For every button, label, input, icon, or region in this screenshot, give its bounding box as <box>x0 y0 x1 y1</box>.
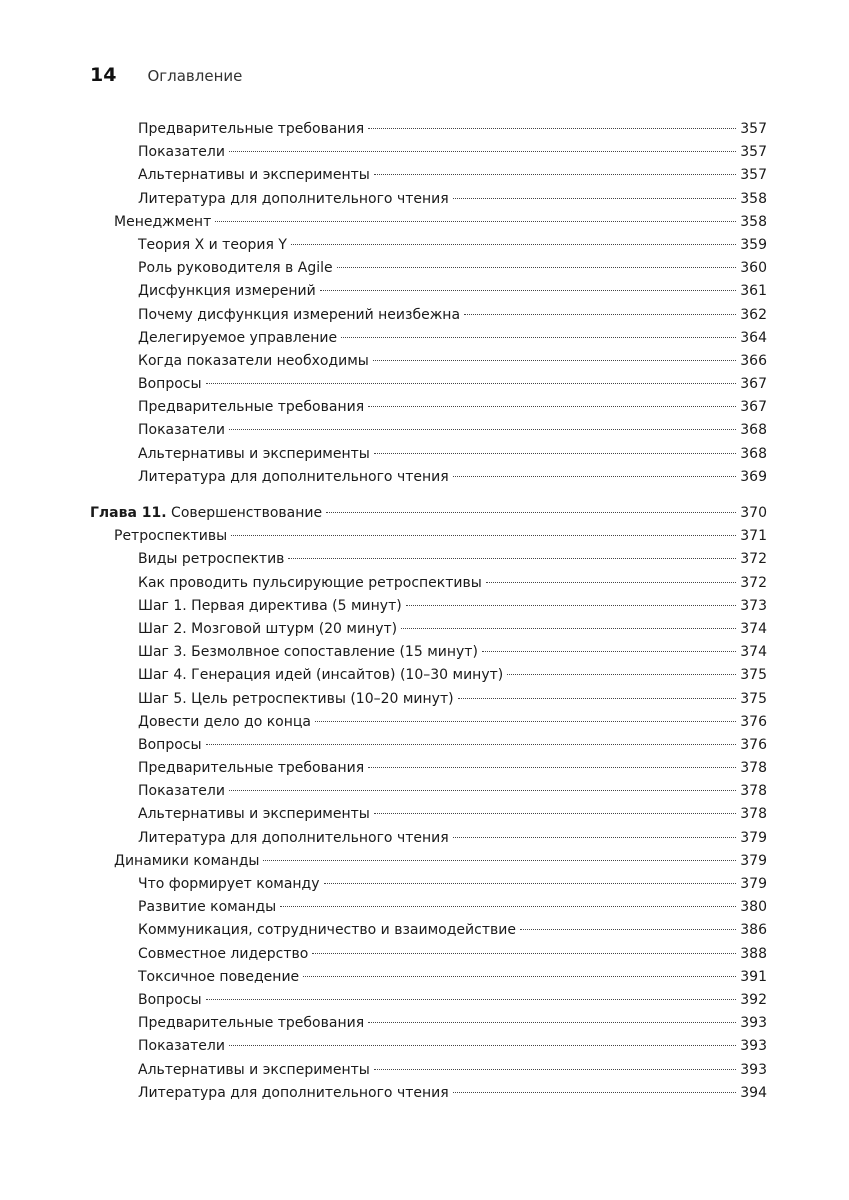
toc-subsection-entry[interactable] <box>90 943 767 966</box>
toc-entry-title: Вопросы <box>138 736 202 753</box>
toc-entry-page: 379 <box>740 829 767 846</box>
toc-section <box>90 525 767 1105</box>
toc-entry-title: Шаг 1. Первая директива (5 минут) <box>138 597 402 614</box>
dot-leader <box>320 290 737 291</box>
toc-entry-page: 370 <box>740 505 767 521</box>
toc-entry-page: 379 <box>740 876 767 892</box>
toc-entry-page: 393 <box>740 1061 767 1078</box>
toc-subsection-entry[interactable] <box>90 688 767 711</box>
toc-subsection-entry[interactable] <box>90 873 767 896</box>
section-gap <box>90 489 767 502</box>
toc-entry-title: Показатели <box>138 144 225 161</box>
toc-entry-page: 393 <box>740 1015 767 1032</box>
dot-leader <box>401 628 736 629</box>
dot-leader <box>206 383 737 384</box>
toc-entry-page: 394 <box>740 1084 767 1101</box>
toc-entry-page: 368 <box>740 422 767 439</box>
toc-section <box>90 118 767 489</box>
toc-section-entry[interactable] <box>90 850 767 873</box>
toc-section-entry[interactable] <box>90 525 767 548</box>
dot-leader <box>458 698 737 699</box>
toc-entry-page: 362 <box>740 306 767 323</box>
dot-leader <box>231 535 736 536</box>
toc-entry-page: 358 <box>740 190 767 207</box>
toc-entry-title: Ретроспективы <box>114 528 228 545</box>
toc-entry-title: Показатели <box>138 783 225 800</box>
toc-entry-title: Как проводить пульсирующие ретроспективы <box>138 574 482 591</box>
toc-entry-page: 372 <box>740 574 767 591</box>
toc-subsection-entry[interactable] <box>90 711 767 734</box>
toc-entry-page: 375 <box>740 667 767 684</box>
toc-entry-title: Роль руководителя в Agile <box>138 260 333 277</box>
dot-leader <box>303 976 736 977</box>
toc-subsection-entry[interactable] <box>90 966 767 989</box>
dot-leader <box>206 999 737 1000</box>
toc-subsection-entry[interactable] <box>90 803 767 826</box>
toc-entry-page: 386 <box>740 922 767 939</box>
dot-leader <box>520 929 736 930</box>
toc-subsection-entry[interactable] <box>90 896 767 919</box>
toc-subsection-entry[interactable] <box>90 443 767 466</box>
toc-entry-page: 374 <box>740 644 767 661</box>
toc-entry-title: Дисфункция измерений <box>138 283 316 300</box>
dot-leader <box>291 244 736 245</box>
toc-subsection-entry[interactable] <box>90 664 767 687</box>
toc-entry-page: 378 <box>740 783 767 800</box>
dot-leader <box>507 674 736 675</box>
toc-entry-title: Делегируемое управление <box>138 329 338 346</box>
toc-entry-title: Предварительные требования <box>138 1015 365 1032</box>
dot-leader <box>229 429 736 430</box>
toc-subsection-entry[interactable] <box>90 304 767 327</box>
toc-entry-page: 379 <box>740 852 767 869</box>
dot-leader <box>229 151 736 152</box>
toc-entry-page: 361 <box>740 283 767 300</box>
toc-entry-page: 368 <box>740 445 767 462</box>
toc-entry-title: Токсичное поведение <box>138 968 300 985</box>
dot-leader <box>482 651 736 652</box>
toc-subsection-entry[interactable] <box>90 919 767 942</box>
dot-leader <box>229 790 736 791</box>
page-number: 14 <box>90 64 117 86</box>
dot-leader <box>280 906 736 907</box>
toc-entry-title: Почему дисфункция измерений неизбежна <box>138 306 461 323</box>
toc-entry-title: Коммуникация, сотрудничество и взаимодействие <box>138 922 516 939</box>
dot-leader <box>324 883 737 884</box>
toc-entry-page: 374 <box>740 620 767 637</box>
dot-leader <box>368 406 736 407</box>
dot-leader <box>486 582 736 583</box>
dot-leader <box>368 128 736 129</box>
toc-entry-page: 369 <box>740 468 767 485</box>
toc-entry-title: Альтернативы и эксперименты <box>138 806 370 823</box>
toc-entry-page: 359 <box>740 236 767 253</box>
toc-subsection-entry[interactable] <box>90 989 767 1012</box>
toc-entry-title: Показатели <box>138 1038 225 1055</box>
dot-leader <box>263 860 736 861</box>
dot-leader <box>453 198 737 199</box>
toc-entry-title: Шаг 4. Генерация идей (инсайтов) (10–30 минут) <box>138 667 504 684</box>
toc-entry-title: Виды ретроспектив <box>138 551 285 568</box>
toc-entry-title: Альтернативы и эксперименты <box>138 167 370 184</box>
dot-leader <box>326 512 736 513</box>
toc-subsection-entry[interactable] <box>90 1035 767 1058</box>
dot-leader <box>312 953 736 954</box>
toc-subsection-entry[interactable] <box>90 827 767 850</box>
toc-entry-title: Предварительные требования <box>138 399 365 416</box>
toc-entry-page: 357 <box>740 121 767 137</box>
toc-entry-title: Предварительные требования <box>138 760 365 777</box>
toc-entry-title: Развитие команды <box>138 899 277 916</box>
toc-subsection-entry[interactable] <box>90 618 767 641</box>
toc-subsection-entry[interactable] <box>90 419 767 442</box>
toc-subsection-entry[interactable] <box>90 257 767 280</box>
toc-subsection-entry[interactable] <box>90 164 767 187</box>
toc-entry-title: Что формирует команду <box>138 876 320 892</box>
toc-entry-title: Литература для дополнительного чтения <box>138 1084 449 1101</box>
toc-entry-page: 376 <box>740 736 767 753</box>
toc-entry-page: 388 <box>740 945 767 962</box>
dot-leader <box>373 360 736 361</box>
toc-entry-page: 360 <box>740 260 767 277</box>
toc-entry-title: Шаг 5. Цель ретроспективы (10–20 минут) <box>138 690 454 707</box>
toc-subsection-entry[interactable] <box>90 280 767 303</box>
toc-chapter-entry[interactable] <box>90 502 767 525</box>
toc-subsection-entry[interactable] <box>90 327 767 350</box>
dot-leader <box>288 558 736 559</box>
toc-entry-page: 358 <box>740 213 767 230</box>
toc-entry-page: 373 <box>740 597 767 614</box>
dot-leader <box>453 1092 737 1093</box>
toc-entry-title: Менеджмент <box>114 213 212 230</box>
dot-leader <box>406 605 737 606</box>
toc-entry-page: 357 <box>740 144 767 161</box>
toc-entry-title: Теория X и теория Y <box>138 236 287 253</box>
dot-leader <box>341 337 736 338</box>
toc-subsection-entry[interactable] <box>90 1059 767 1082</box>
dot-leader <box>453 476 737 477</box>
page-header <box>90 64 242 86</box>
toc-subsection-entry[interactable] <box>90 595 767 618</box>
dot-leader <box>453 837 737 838</box>
toc-subsection-entry[interactable] <box>90 734 767 757</box>
toc-entry-title: Показатели <box>138 422 225 439</box>
dot-leader <box>368 767 736 768</box>
toc-entry-title: Вопросы <box>138 991 202 1008</box>
toc-entry-title: Предварительные требования <box>138 121 365 137</box>
toc-subsection-entry[interactable] <box>90 188 767 211</box>
toc-subsection-entry[interactable] <box>90 350 767 373</box>
table-of-contents <box>90 118 767 1105</box>
toc-entry-title: Довести дело до конца <box>138 713 312 730</box>
toc-entry-page: 367 <box>740 376 767 393</box>
dot-leader <box>337 267 737 268</box>
toc-entry-page: 371 <box>740 528 767 545</box>
chapter-title: Совершенствование <box>166 505 323 521</box>
toc-entry-page: 378 <box>740 806 767 823</box>
toc-entry-title: Литература для дополнительного чтения <box>138 829 449 846</box>
toc-entry-page: 375 <box>740 690 767 707</box>
dot-leader <box>374 813 736 814</box>
toc-subsection-entry[interactable] <box>90 396 767 419</box>
dot-leader <box>374 1069 736 1070</box>
chapter-label: Глава 11. <box>90 505 167 521</box>
dot-leader <box>215 221 736 222</box>
toc-entry-page: 376 <box>740 713 767 730</box>
toc-subsection-entry[interactable] <box>90 780 767 803</box>
toc-entry-title: Литература для дополнительного чтения <box>138 468 449 485</box>
toc-subsection-entry[interactable] <box>90 466 767 489</box>
toc-subsection-entry[interactable] <box>90 548 767 571</box>
toc-entry-title: Динамики команды <box>114 852 260 869</box>
toc-entry-page: 367 <box>740 399 767 416</box>
toc-entry-page: 392 <box>740 991 767 1008</box>
toc-entry-page: 366 <box>740 352 767 369</box>
toc-entry-title: Совместное лидерство <box>138 945 309 962</box>
toc-entry-page: 393 <box>740 1038 767 1055</box>
toc-entry-title: Литература для дополнительного чтения <box>138 190 449 207</box>
toc-entry-title: Когда показатели необходимы <box>138 352 369 369</box>
dot-leader <box>229 1045 736 1046</box>
toc-entry-title: Шаг 3. Безмолвное сопоставление (15 минут) <box>138 644 478 661</box>
dot-leader <box>464 314 736 315</box>
dot-leader <box>206 744 737 745</box>
toc-entry-title: Альтернативы и эксперименты <box>138 445 370 462</box>
toc-entry-title: Шаг 2. Мозговой штурм (20 минут) <box>138 620 398 637</box>
toc-entry-title: Альтернативы и эксперименты <box>138 1061 370 1078</box>
toc-entry-page: 378 <box>740 760 767 777</box>
toc-subsection-entry[interactable] <box>90 641 767 664</box>
dot-leader <box>315 721 736 722</box>
toc-subsection-entry[interactable] <box>90 1082 767 1105</box>
toc-subsection-entry[interactable] <box>90 141 767 164</box>
toc-subsection-entry[interactable] <box>90 234 767 257</box>
dot-leader <box>368 1022 736 1023</box>
toc-subsection-entry[interactable] <box>90 572 767 595</box>
toc-section-entry[interactable] <box>90 211 767 234</box>
toc-subsection-entry[interactable] <box>90 757 767 780</box>
toc-subsection-entry[interactable] <box>90 118 767 141</box>
toc-entry-page: 364 <box>740 329 767 346</box>
toc-subsection-entry[interactable] <box>90 1012 767 1035</box>
toc-entry-title <box>90 502 322 525</box>
toc-entry-title: Вопросы <box>138 376 202 393</box>
dot-leader <box>374 453 736 454</box>
toc-entry-page: 357 <box>740 167 767 184</box>
toc-entry-page: 391 <box>740 968 767 985</box>
dot-leader <box>374 174 736 175</box>
toc-entry-page: 372 <box>740 551 767 568</box>
toc-entry-page: 380 <box>740 899 767 916</box>
running-head: Оглавление <box>147 67 243 85</box>
toc-subsection-entry[interactable] <box>90 373 767 396</box>
